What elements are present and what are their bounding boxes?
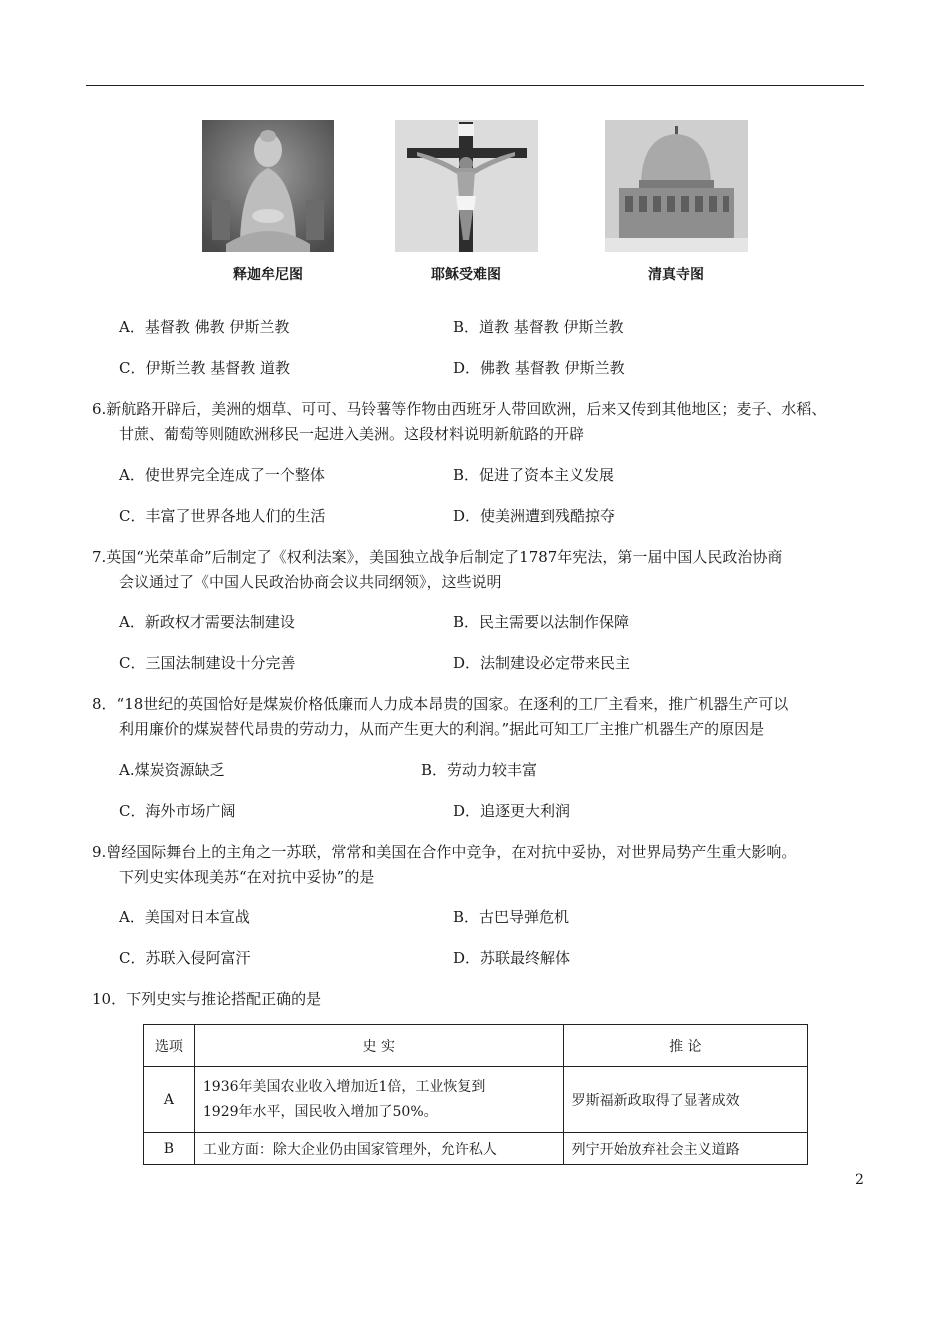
q8-option-c: C．海外市场广阔 — [119, 802, 236, 820]
q6-option-c: C．丰富了世界各地人们的生活 — [119, 507, 326, 525]
buddha-image — [202, 120, 334, 252]
row-b-inference: 列宁开始放弃社会主义道路 — [563, 1133, 807, 1165]
header-inference: 推 论 — [563, 1025, 807, 1067]
q7-option-c: C．三国法制建设十分完善 — [119, 654, 296, 672]
row-a-inference: 罗斯福新政取得了显著成效 — [563, 1067, 807, 1133]
row-a-option: A — [144, 1067, 195, 1133]
q8-stem-line1: 8．“18世纪的英国恰好是煤炭价格低廉而人力成本昂贵的国家。在逐利的工厂主看来，推广机器生产可以 — [92, 695, 789, 713]
q7-stem-line1: 7.英国“光荣革命”后制定了《权利法案》，美国独立战争后制定了1787年宪法，第一届中国人民政治协商 — [92, 548, 783, 566]
q7-option-b: B．民主需要以法制作保障 — [453, 613, 630, 631]
q6-option-b: B．促进了资本主义发展 — [453, 466, 615, 484]
q6-option-d: D．使美洲遭到残酷掠夺 — [453, 507, 616, 525]
q10-table — [143, 1024, 808, 1165]
q9-option-d: D．苏联最终解体 — [453, 949, 571, 967]
q9-option-c: C．苏联入侵阿富汗 — [119, 949, 251, 967]
q5-option-c: C．伊斯兰教 基督教 道教 — [119, 359, 291, 377]
q8-option-d: D．追逐更大利润 — [453, 802, 571, 820]
q9-stem-line1: 9.曾经国际舞台上的主角之一苏联，常常和美国在合作中竞争，在对抗中妥协，对世界局势产生重大影响。 — [92, 843, 797, 861]
q7-option-d: D．法制建设必定带来民主 — [453, 654, 631, 672]
table-row — [144, 1067, 808, 1133]
mosque-caption: 清真寺图 — [648, 267, 704, 283]
mosque-image — [605, 120, 748, 252]
q7-option-a: A．新政权才需要法制建设 — [119, 613, 295, 631]
q6-stem-line1: 6.新航路开辟后，美洲的烟草、可可、马铃薯等作物由西班牙人带回欧洲，后来又传到其他地区；麦子、水稻、 — [92, 400, 827, 418]
q7-stem-line2: 会议通过了《中国人民政治协商会议共同纲领》，这些说明 — [119, 573, 502, 591]
q9-option-b: B．古巴导弹危机 — [453, 908, 570, 926]
row-a-fact — [194, 1067, 563, 1133]
row-b-fact: 工业方面：除大企业仍由国家管理外，允许私人 — [194, 1133, 563, 1165]
q8-option-a: A.煤炭资源缺乏 — [119, 761, 225, 779]
header-option: 选项 — [144, 1025, 195, 1067]
q8-option-b: B．劳动力较丰富 — [421, 761, 538, 779]
table-row — [144, 1133, 808, 1165]
q5-option-a: A．基督教 佛教 伊斯兰教 — [119, 318, 290, 336]
header-fact: 史 实 — [194, 1025, 563, 1067]
q10-stem: 10．下列史实与推论搭配正确的是 — [92, 990, 322, 1008]
q5-option-b: B．道教 基督教 伊斯兰教 — [453, 318, 624, 336]
q9-option-a: A．美国对日本宣战 — [119, 908, 250, 926]
row-b-option: B — [144, 1133, 195, 1165]
crucifix-caption: 耶稣受难图 — [431, 267, 501, 283]
buddha-caption: 释迦牟尼图 — [233, 267, 303, 283]
q6-option-a: A．使世界完全连成了一个整体 — [119, 466, 325, 484]
q6-stem-line2: 甘蔗、葡萄等则随欧洲移民一起进入美洲。这段材料说明新航路的开辟 — [119, 425, 585, 443]
q8-stem-line2: 利用廉价的煤炭替代昂贵的劳动力，从而产生更大的利润。”据此可知工厂主推广机器生产的原因是 — [119, 720, 765, 738]
page-number: 2 — [855, 1172, 864, 1188]
row-a-fact-line2: 1929年水平，国民收入增加了50%。 — [202, 1103, 438, 1120]
q5-option-d: D．佛教 基督教 伊斯兰教 — [453, 359, 625, 377]
q9-stem-line2: 下列史实体现美苏“在对抗中妥协”的是 — [119, 868, 375, 886]
crucifix-image — [395, 120, 538, 252]
header-rule — [86, 85, 864, 86]
table-header-row — [144, 1025, 808, 1067]
row-a-fact-line1: 1936年美国农业收入增加近1倍，工业恢复到 — [202, 1078, 486, 1095]
